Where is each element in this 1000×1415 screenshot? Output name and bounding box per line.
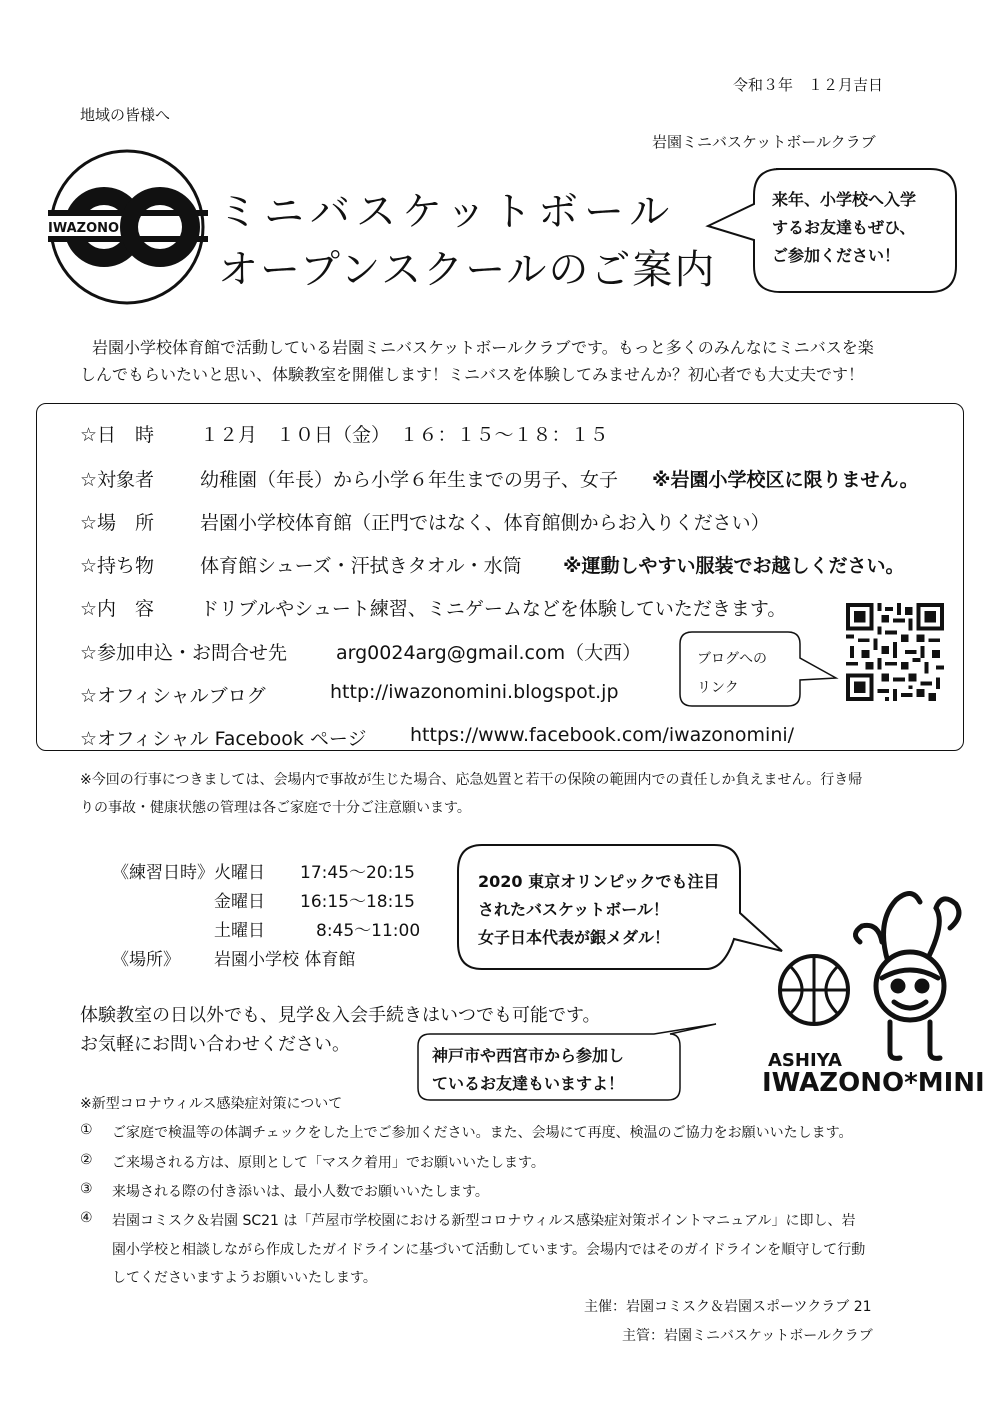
greeting: 地域の皆様へ	[80, 106, 171, 124]
bubble-olympic-line1: 2020 東京オリンピックでも注目	[478, 872, 720, 891]
mascot-monkey-icon	[855, 893, 958, 1058]
basketball-icon	[780, 956, 848, 1024]
bubble-olympic-line2: されたバスケットボール！	[478, 900, 669, 919]
mascot-line2: IWAZONO*MINI	[762, 1068, 985, 1098]
practice-place-label: 《場所》	[112, 950, 180, 970]
visit-line1: 体験教室の日以外でも、見学＆入会手続きはいつでも可能です。	[80, 1005, 601, 1026]
practice-schedule-label: 《練習日時》	[112, 863, 214, 883]
contact-email[interactable]: arg0024arg@gmail.com（大西）	[336, 642, 642, 664]
items-value: 体育館シューズ・汗拭きタオル・水筒	[200, 555, 522, 577]
bubble-kobe-line2: ているお友達もいますよ！	[432, 1074, 625, 1093]
practice-time: 16:15〜18:15	[300, 892, 415, 912]
target-label: ☆対象者	[80, 469, 155, 491]
club-name: 岩園ミニバスケットボールクラブ	[652, 133, 876, 151]
date: 令和３年 １２月吉日	[733, 76, 884, 94]
place-label: ☆場 所	[80, 512, 155, 534]
blog-link-bubble	[678, 630, 840, 710]
items-label: ☆持ち物	[80, 555, 155, 577]
facebook-link[interactable]: https://www.facebook.com/iwazonomini/	[410, 724, 795, 746]
datetime-label: ☆日 時	[80, 424, 155, 446]
covid-item-num: ②	[80, 1152, 93, 1168]
covid-item-text: 岩園コミスク＆岩園 SC21 は「芦屋市学校園における新型コロナウィルス感染症対策ポイントマニュアル」に即し、岩	[112, 1213, 856, 1229]
logo-text: IWAZONO	[48, 221, 120, 236]
target-note: ※岩園小学校区に限りません。	[652, 469, 919, 491]
club-logo	[44, 148, 210, 306]
intro-line2: しんでもらいたいと思い、体験教室を開催します！ミニバスを体験してみませんか？初心者でも大丈夫です！	[80, 365, 865, 384]
blog-label: ☆オフィシャルブログ	[80, 685, 266, 707]
practice-day: 火曜日	[214, 863, 265, 883]
content-value: ドリブルやシュート練習、ミニゲームなどを体験していただきます。	[200, 598, 787, 620]
covid-item4-line3: してくださいますようお願いいたします。	[112, 1270, 377, 1286]
practice-day: 土曜日	[214, 921, 265, 941]
items-note: ※運動しやすい服装でお越しください。	[563, 555, 905, 577]
place-value: 岩園小学校体育館（正門ではなく、体育館側からお入りください）	[200, 512, 770, 534]
mascot-line1: ASHIYA	[768, 1050, 842, 1071]
practice-time: 8:45〜11:00	[316, 921, 421, 941]
qr-code[interactable]	[846, 603, 944, 701]
mascot-illustration	[770, 882, 966, 1062]
covid-item-num: ①	[80, 1122, 93, 1138]
contact-label: ☆参加申込・お問合せ先	[80, 642, 288, 664]
practice-day: 金曜日	[214, 892, 265, 912]
disclaimer-line2: りの事故・健康状態の管理は各ご家庭で十分ご注意願います。	[80, 800, 471, 816]
bubble-entrance-line3: ご参加ください！	[772, 246, 901, 265]
bubble-entrance-line2: するお友達もぜひ、	[772, 218, 916, 237]
bubble-entrance-line1: 来年、小学校へ入学	[772, 190, 917, 209]
disclaimer-line1: ※今回の行事につきましては、会場内で事故が生じた場合、応急処置と若干の保険の範囲内での責任しか負えません。行き帰	[80, 772, 863, 788]
bubble-kobe-line1: 神戸市や西宮市から参加し	[432, 1046, 625, 1065]
footer-organizer: 主管：岩園ミニバスケットボールクラブ	[622, 1328, 873, 1344]
blog-bubble-line2: リンク	[697, 680, 739, 696]
blog-link[interactable]: http://iwazonomini.blogspot.jp	[330, 681, 619, 703]
covid-item-num: ④	[80, 1210, 93, 1226]
covid-item-text: 来場される際の付き添いは、最小人数でお願いいたします。	[112, 1184, 489, 1200]
blog-bubble-line1: ブログへの	[697, 651, 767, 667]
visit-line2: お気軽にお問い合わせください。	[80, 1034, 350, 1055]
datetime-value: １２月 １０日（金） １６：１５〜１８：１５	[200, 424, 609, 446]
footer-sponsor: 主催：岩園コミスク＆岩園スポーツクラブ 21	[584, 1299, 872, 1315]
covid-item-text: ご家庭で検温等の体調チェックをした上でご参加ください。また、会場にて再度、検温のご協力をお願いいたします。	[112, 1125, 853, 1141]
covid-heading: ※新型コロナウィルス感染症対策について	[80, 1096, 343, 1112]
covid-item-text: ご来場される方は、原則として「マスク着用」でお願いいたします。	[112, 1155, 545, 1171]
title-line1: ミニバスケットボール	[218, 189, 676, 235]
practice-time: 17:45〜20:15	[300, 863, 415, 883]
facebook-label: ☆オフィシャル Facebook ページ	[80, 728, 367, 750]
title-line2: オープンスクールのご案内	[218, 247, 717, 293]
bubble-olympic-line3: 女子日本代表が銀メダル！	[478, 928, 671, 947]
target-value: 幼稚園（年長）から小学６年生までの男子、女子	[200, 469, 619, 491]
practice-place-value: 岩園小学校 体育館	[214, 950, 356, 970]
intro-line1: 岩園小学校体育館で活動している岩園ミニバスケットボールクラブです。もっと多くのみんなにミニバスを楽	[92, 338, 874, 357]
covid-item4-line2: 園小学校と相談しながら作成したガイドラインに基づいて活動しています。会場内ではそのガイドラインを順守して行動	[112, 1242, 866, 1258]
covid-item-num: ③	[80, 1181, 93, 1197]
content-label: ☆内 容	[80, 598, 155, 620]
